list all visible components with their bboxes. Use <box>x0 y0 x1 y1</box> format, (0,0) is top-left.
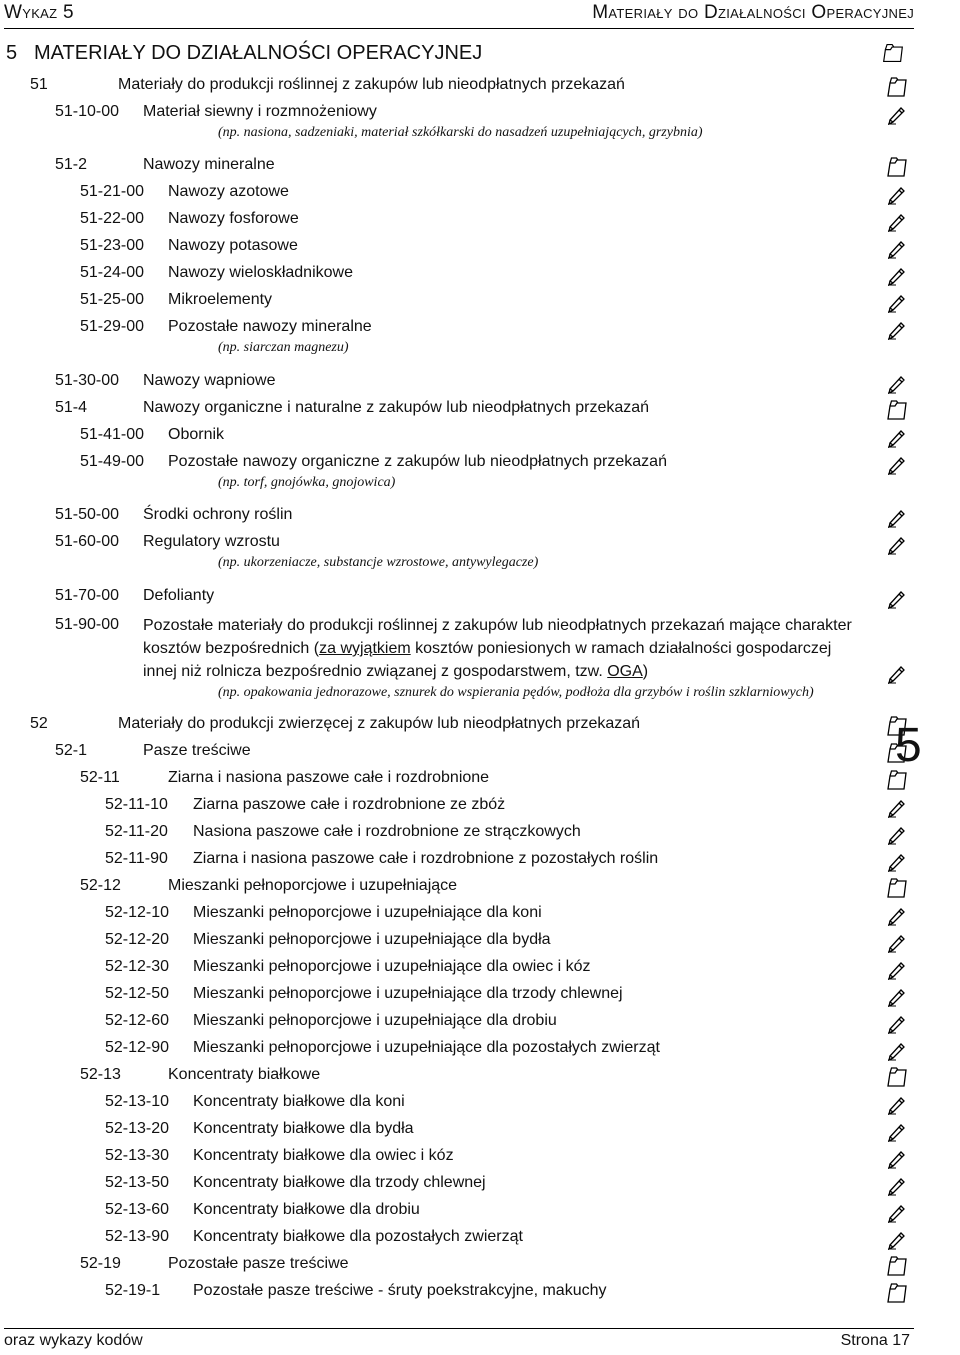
item-code: 51-90-00 <box>55 616 120 633</box>
underlined-text: za wyjątkiem <box>319 640 411 657</box>
item-label: Koncentraty białkowe dla pozostałych zwierząt <box>193 1228 523 1245</box>
item-code: 52-12-60 <box>105 1012 170 1029</box>
item-label: Pozostałe pasze treściwe <box>168 1255 349 1272</box>
item-label: Mieszanki pełnoporcjowe i uzupełniające dla drobiu <box>193 1012 557 1029</box>
list-item <box>0 958 960 985</box>
item-code: 52-11-10 <box>105 796 168 813</box>
folder-icon[interactable] <box>886 1255 908 1277</box>
pencil-icon[interactable] <box>886 103 908 125</box>
list-item <box>0 237 960 264</box>
list-item <box>0 1174 960 1201</box>
pencil-icon[interactable] <box>886 1093 908 1115</box>
item-code: 52-13-50 <box>105 1174 170 1191</box>
item-note: (np. opakowania jednorazowe, sznurek do wspierania pędów, podłoża dla grzybów i roślin szklarniowych) <box>218 685 814 700</box>
list-item <box>0 1228 960 1255</box>
description-line <box>143 637 889 660</box>
item-label: Pozostałe pasze treściwe - śruty poekstrakcyjne, makuchy <box>193 1282 607 1299</box>
item-description <box>143 614 889 683</box>
list-item <box>0 506 960 533</box>
item-label: Nawozy organiczne i naturalne z zakupów lub nieodpłatnych przekazań <box>143 399 650 416</box>
list-item <box>0 931 960 958</box>
item-label: Koncentraty białkowe <box>168 1066 321 1083</box>
pencil-icon[interactable] <box>886 210 908 232</box>
item-label: Materiał siewny i rozmnożeniowy <box>143 103 377 120</box>
list-item <box>0 76 960 103</box>
item-code: 52-11 <box>80 769 120 786</box>
pencil-icon[interactable] <box>886 904 908 926</box>
list-item <box>0 426 960 453</box>
text: kosztów bezpośrednich ( <box>143 640 320 657</box>
item-label: Nawozy wieloskładnikowe <box>168 264 353 281</box>
folder-icon[interactable] <box>886 156 908 178</box>
item-label: Materiały do produkcji roślinnej z zakupów lub nieodpłatnych przekazań <box>118 76 625 93</box>
folder-icon[interactable] <box>886 877 908 899</box>
pencil-icon[interactable] <box>886 291 908 313</box>
pencil-icon[interactable] <box>886 1039 908 1061</box>
item-code: 51 <box>30 76 48 93</box>
item-label: Defolianty <box>143 587 215 604</box>
list-item <box>0 264 960 291</box>
item-code: 52-12 <box>80 877 121 894</box>
description-line: Pozostałe materiały do produkcji roślinnej z zakupów lub nieodpłatnych przekazań mające charakter <box>143 617 852 634</box>
item-label: Mikroelementy <box>168 291 273 308</box>
list-item <box>0 796 960 823</box>
item-code: 52-12-90 <box>105 1039 170 1056</box>
folder-icon[interactable] <box>882 42 908 66</box>
item-code: 51-70-00 <box>55 587 120 604</box>
item-code: 52-1 <box>55 742 88 759</box>
item-code: 51-49-00 <box>80 453 145 470</box>
item-label: Nawozy mineralne <box>143 156 275 173</box>
list-item <box>0 1120 960 1147</box>
item-label: Mieszanki pełnoporcjowe i uzupełniające dla bydła <box>193 931 551 948</box>
pencil-icon[interactable] <box>886 183 908 205</box>
section-title: MATERIAŁY DO DZIAŁALNOŚCI OPERACYJNEJ <box>34 42 483 64</box>
text: innej niż rolnicza bezpośrednio związanej z gospodarstwem, tzw. <box>143 663 608 680</box>
item-label: Ziarna i nasiona paszowe całe i rozdrobnione <box>168 769 490 786</box>
list-item <box>0 1201 960 1228</box>
list-item <box>0 877 960 904</box>
item-label: Mieszanki pełnoporcjowe i uzupełniające <box>168 877 458 894</box>
item-note: (np. siarczan magnezu) <box>218 340 349 355</box>
list-item <box>0 850 960 877</box>
text: ) <box>642 663 649 680</box>
pencil-icon[interactable] <box>886 587 908 609</box>
item-label: Pasze treściwe <box>143 742 251 759</box>
item-code: 51-50-00 <box>55 506 120 523</box>
pencil-icon[interactable] <box>886 1201 908 1223</box>
item-label: Koncentraty białkowe dla drobiu <box>193 1201 420 1218</box>
list-item <box>0 1282 960 1309</box>
list-item <box>0 156 960 183</box>
item-code: 51-41-00 <box>80 426 145 443</box>
item-code: 52-13-90 <box>105 1228 170 1245</box>
pencil-icon[interactable] <box>886 985 908 1007</box>
list-item <box>0 715 960 742</box>
pencil-icon[interactable] <box>886 264 908 286</box>
item-label: Ziarna paszowe całe i rozdrobnione ze zbóż <box>193 796 506 813</box>
item-code: 52-11-90 <box>105 850 168 867</box>
item-label: Mieszanki pełnoporcjowe i uzupełniające dla trzody chlewnej <box>193 985 623 1002</box>
item-code: 52-12-20 <box>105 931 170 948</box>
item-code: 51-23-00 <box>80 237 145 254</box>
item-code: 51-22-00 <box>80 210 145 227</box>
item-code: 52-13-30 <box>105 1147 170 1164</box>
item-code: 51-4 <box>55 399 88 416</box>
list-item <box>0 291 960 318</box>
header-left: Wykaz 5 <box>4 2 74 23</box>
item-code: 51-60-00 <box>55 533 120 550</box>
list-item <box>0 183 960 210</box>
underlined-text: OGA <box>607 663 643 680</box>
item-label: Pozostałe nawozy organiczne z zakupów lub nieodpłatnych przekazań <box>168 453 667 470</box>
list-item <box>0 399 960 426</box>
list-item <box>0 587 960 614</box>
item-label: Materiały do produkcji zwierzęcej z zakupów lub nieodpłatnych przekazań <box>118 715 641 732</box>
list-item <box>0 318 960 345</box>
description-line <box>143 660 889 683</box>
folder-icon[interactable] <box>886 1282 908 1304</box>
item-code: 52-12-50 <box>105 985 170 1002</box>
item-code: 51-30-00 <box>55 372 120 389</box>
pencil-icon[interactable] <box>886 1147 908 1169</box>
item-label: Nawozy fosforowe <box>168 210 299 227</box>
footer-left: oraz wykazy kodów <box>4 1332 143 1349</box>
item-label: Mieszanki pełnoporcjowe i uzupełniające dla koni <box>193 904 542 921</box>
item-label: Koncentraty białkowe dla owiec i kóz <box>193 1147 454 1164</box>
footer-divider <box>4 1328 914 1329</box>
pencil-icon[interactable] <box>886 850 908 872</box>
section-marker: 5 <box>895 719 922 772</box>
item-code: 51-10-00 <box>55 103 120 120</box>
item-code: 52-11-20 <box>105 823 168 840</box>
list-item <box>0 372 960 399</box>
list-item <box>0 1147 960 1174</box>
pencil-icon[interactable] <box>886 796 908 818</box>
folder-icon[interactable] <box>886 1066 908 1088</box>
item-note: (np. ukorzeniacze, substancje wzrostowe, antywylegacze) <box>218 555 539 570</box>
item-label: Regulatory wzrostu <box>143 533 280 550</box>
pencil-icon[interactable] <box>886 823 908 845</box>
pencil-icon[interactable] <box>886 533 908 555</box>
item-code: 51-21-00 <box>80 183 145 200</box>
item-note: (np. torf, gnojówka, gnojowica) <box>218 475 396 490</box>
list-item <box>0 1066 960 1093</box>
item-code: 51-24-00 <box>80 264 145 281</box>
item-code: 52-13-20 <box>105 1120 170 1137</box>
pencil-icon[interactable] <box>886 1120 908 1142</box>
pencil-icon[interactable] <box>886 931 908 953</box>
pencil-icon[interactable] <box>886 453 908 475</box>
item-code: 51-25-00 <box>80 291 145 308</box>
list-item <box>0 904 960 931</box>
folder-icon[interactable] <box>886 399 908 421</box>
list-item <box>0 1039 960 1066</box>
item-code: 52-13-60 <box>105 1201 170 1218</box>
pencil-icon[interactable] <box>886 372 908 394</box>
item-code: 52-19-1 <box>105 1282 161 1299</box>
item-label: Ziarna i nasiona paszowe całe i rozdrobnione z pozostałych roślin <box>193 850 659 867</box>
item-code: 51-2 <box>55 156 88 173</box>
pencil-icon[interactable] <box>886 506 908 528</box>
list-item <box>0 453 960 480</box>
list-item <box>0 823 960 850</box>
item-label: Koncentraty białkowe dla koni <box>193 1093 405 1110</box>
folder-icon[interactable] <box>886 76 908 98</box>
section-number: 5 <box>6 42 18 64</box>
item-code: 52-19 <box>80 1255 121 1272</box>
text: kosztów poniesionych w ramach działalności gospodarczej <box>410 640 832 657</box>
pencil-icon[interactable] <box>886 318 908 340</box>
list-item <box>0 210 960 237</box>
item-label: Mieszanki pełnoporcjowe i uzupełniające dla owiec i kóz <box>193 958 591 975</box>
item-code: 52-12-10 <box>105 904 170 921</box>
item-label: Koncentraty białkowe dla trzody chlewnej <box>193 1174 486 1191</box>
item-code: 51-29-00 <box>80 318 145 335</box>
list-item <box>0 742 960 769</box>
pencil-icon[interactable] <box>886 237 908 259</box>
item-label: Pozostałe nawozy mineralne <box>168 318 372 335</box>
pencil-icon[interactable] <box>886 1174 908 1196</box>
item-label: Nawozy potasowe <box>168 237 298 254</box>
pencil-icon[interactable] <box>886 662 908 684</box>
item-code: 52-13 <box>80 1066 121 1083</box>
item-label: Mieszanki pełnoporcjowe i uzupełniające dla pozostałych zwierząt <box>193 1039 660 1056</box>
item-label: Nasiona paszowe całe i rozdrobnione ze strączkowych <box>193 823 581 840</box>
list-item <box>0 985 960 1012</box>
pencil-icon[interactable] <box>886 1012 908 1034</box>
item-label: Środki ochrony roślin <box>143 506 293 523</box>
list-item <box>0 1093 960 1120</box>
item-label: Nawozy wapniowe <box>143 372 276 389</box>
header-divider <box>4 28 914 29</box>
item-label: Nawozy azotowe <box>168 183 289 200</box>
item-note: (np. nasiona, sadzeniaki, materiał szkółkarski do nasadzeń uzupełniających, grzybnia) <box>218 125 703 140</box>
list-item <box>0 1255 960 1282</box>
pencil-icon[interactable] <box>886 1228 908 1250</box>
header-right: Materiały do Działalności Operacyjnej <box>592 2 914 23</box>
list-item <box>0 769 960 796</box>
list-item <box>0 1012 960 1039</box>
item-label: Obornik <box>168 426 225 443</box>
item-label: Koncentraty białkowe dla bydła <box>193 1120 414 1137</box>
pencil-icon[interactable] <box>886 958 908 980</box>
footer-page-number: Strona 17 <box>840 1332 910 1349</box>
item-code: 52-13-10 <box>105 1093 170 1110</box>
item-code: 52 <box>30 715 48 732</box>
item-code: 52-12-30 <box>105 958 170 975</box>
pencil-icon[interactable] <box>886 426 908 448</box>
